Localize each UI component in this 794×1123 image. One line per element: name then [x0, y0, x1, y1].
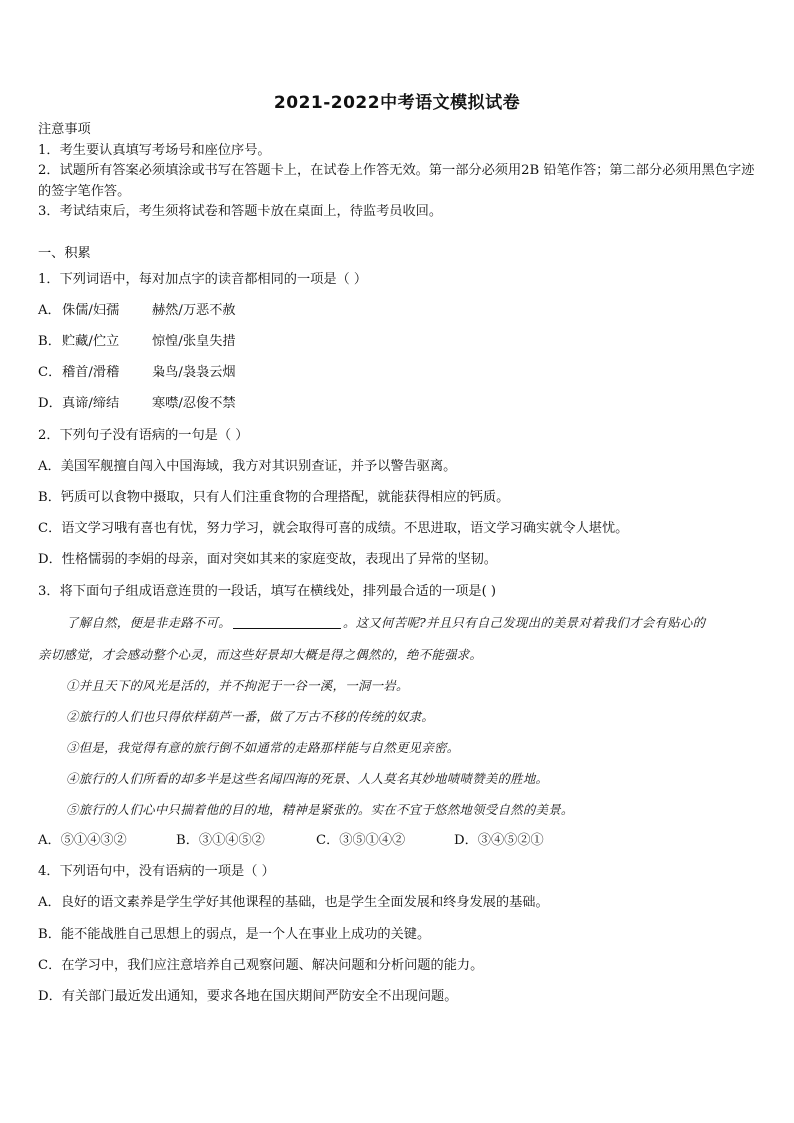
- option-letter: B．: [38, 334, 61, 349]
- option-text: D．③④⑤②①: [454, 833, 544, 848]
- passage-text: 。这又何苦呢?并且只有自己发现出的美景对着我们才会有贴心的: [342, 615, 706, 630]
- option-text: A．⑤①④③②: [38, 833, 127, 848]
- page-title: 2021-2022中考语文模拟试卷: [273, 93, 521, 113]
- option-letter: D．: [38, 396, 62, 411]
- option-word: 真谛/缔结: [62, 396, 120, 411]
- option-letter: A．: [38, 303, 61, 318]
- option-word: 贮藏/伫立: [62, 334, 120, 349]
- passage-text: 了解自然，便是非走路不可。: [66, 615, 231, 630]
- q4-option-d: D．有关部门最近发出通知，要求各地在国庆期间严防安全不出现问题。: [38, 989, 458, 1004]
- note-item: 3．考试结束后，考生须将试卷和答题卡放在桌面上，待监考员收回。: [38, 204, 443, 219]
- q1-option-a: [38, 302, 236, 320]
- q3-sentence: ①并且天下的风光是活的，并不拘泥于一谷一溪，一洞一岩。: [66, 678, 409, 693]
- q2-option-a: A．美国军舰擅自闯入中国海域，我方对其识别查证，并予以警告驱离。: [38, 459, 457, 474]
- q4-option-b: B．能不能战胜自己思想上的弱点，是一个人在事业上成功的关键。: [38, 927, 431, 942]
- note-item: 2．试题所有答案必须填涂或书写在答题卡上，在试卷上作答无效。第一部分必须用2B 铅笔作答；第二部分必须用黑色字迹的签字笔作答。: [38, 163, 755, 199]
- q4-option-a: A．良好的语文素养是学生学好其他课程的基础，也是学生全面发展和终身发展的基础。: [38, 895, 549, 910]
- question-2-stem: 2．下列句子没有语病的一句是（ ）: [38, 428, 249, 443]
- question-3-stem: 3．将下面句子组成语意连贯的一段话，填写在横线处，排列最合适的一项是( ): [38, 584, 497, 599]
- option-text: B．③①④⑤②: [176, 833, 265, 848]
- notes-heading: 注意事项: [38, 122, 91, 137]
- option-word: 赫然/万恶不赦: [152, 303, 236, 318]
- option-word: 惊惶/张皇失措: [152, 334, 236, 349]
- q3-sentence: ⑤旅行的人们心中只揣着他的目的地，精神是紧张的。实在不宜于悠然地领受自然的美景。: [66, 802, 574, 817]
- option-word: 稽首/滑稽: [62, 365, 120, 380]
- q3-sentence: ②旅行的人们也只得依样葫芦一番，做了万古不移的传统的奴隶。: [66, 709, 435, 724]
- q3-sentence: ③但是，我觉得有意的旅行倒不如通常的走路那样能与自然更见亲密。: [66, 740, 460, 755]
- q3-passage-line-1: [66, 614, 705, 632]
- question-1-stem: 1．下列词语中，每对加点字的读音都相同的一项是（ ）: [38, 272, 368, 287]
- q4-option-c: C．在学习中，我们应注意培养自己观察问题、解决问题和分析问题的能力。: [38, 958, 484, 973]
- option-word: 寒噤/忍俊不禁: [152, 396, 236, 411]
- section-heading: 一、积累: [38, 246, 91, 261]
- option-word: 枭鸟/袅袅云烟: [152, 365, 236, 380]
- option-letter: C．: [38, 365, 62, 380]
- q2-option-d: D．性格懦弱的李娟的母亲，面对突如其来的家庭变故，表现出了异常的坚韧。: [38, 552, 497, 567]
- question-4-stem: 4．下列语句中，没有语病的一项是（ ）: [38, 864, 275, 879]
- q1-option-b: [38, 333, 236, 351]
- option-word: 侏儒/妇孺: [62, 303, 120, 318]
- option-text: C．③⑤①④②: [316, 833, 406, 848]
- answer-blank: [233, 616, 341, 629]
- q1-option-c: [38, 364, 236, 382]
- q2-option-c: C．语文学习哦有喜也有忧，努力学习，就会取得可喜的成绩。不思进取，语文学习确实就令人堪忧。: [38, 521, 629, 536]
- q2-option-b: B．钙质可以食物中摄取，只有人们注重食物的合理搭配，就能获得相应的钙质。: [38, 490, 510, 505]
- q3-options: [38, 832, 544, 850]
- q3-passage-line-2: 亲切感觉，才会感动整个心灵，而这些好景却大概是得之偶然的，绝不能强求。: [38, 647, 483, 662]
- q3-sentence: ④旅行的人们所看的却多半是这些名闻四海的死景、人人莫名其妙地啧啧赞美的胜地。: [66, 771, 549, 786]
- q1-option-d: [38, 395, 236, 413]
- note-item: 1．考生要认真填写考场号和座位序号。: [38, 143, 271, 158]
